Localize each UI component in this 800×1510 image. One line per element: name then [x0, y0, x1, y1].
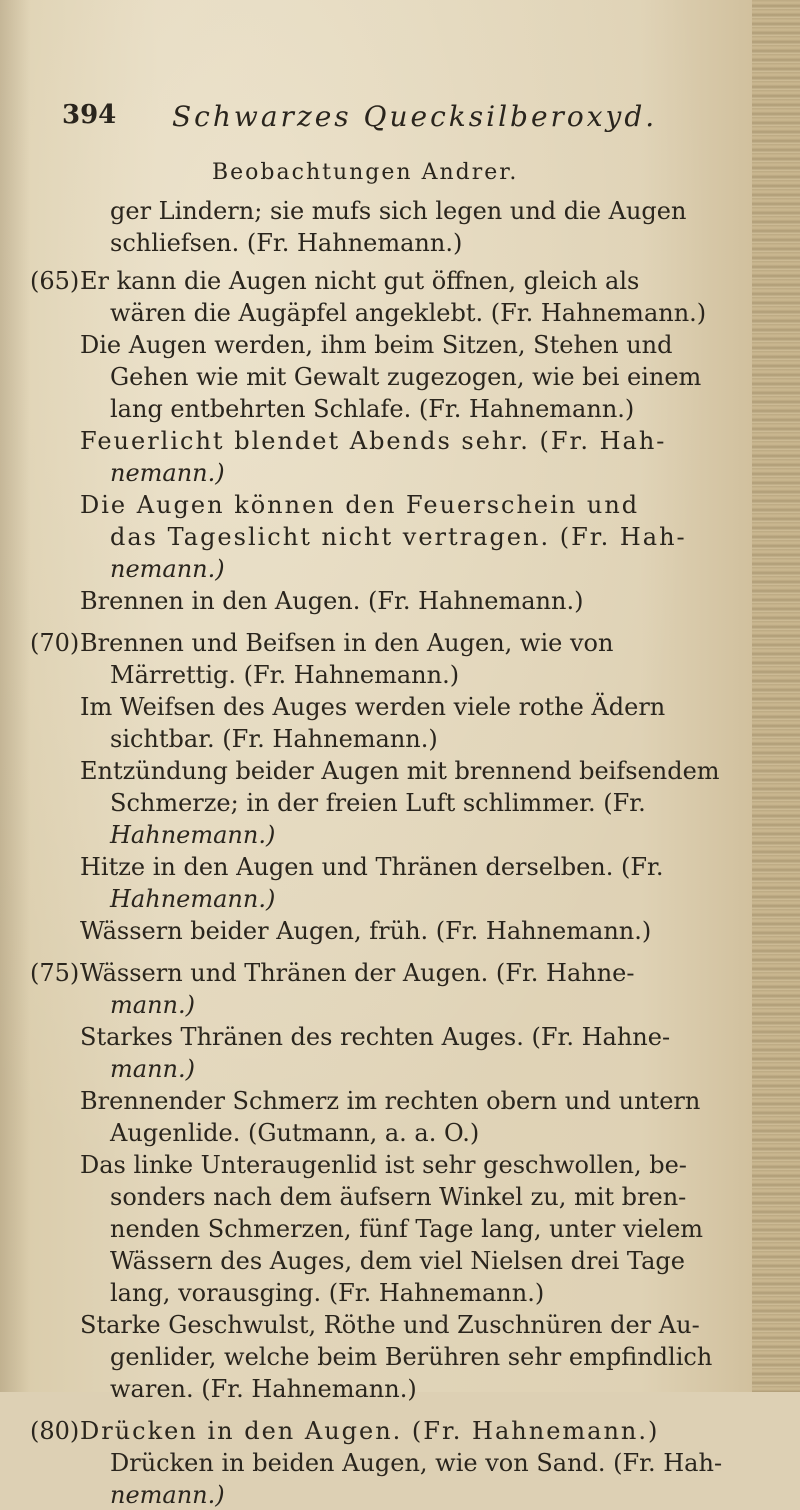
page-header-title: Schwarzes Quecksilberoxyd. [172, 100, 658, 133]
text-line: Starkes Thränen des rechten Auges. (Fr. Hahne- [80, 1023, 671, 1051]
text-line: genlider, welche beim Berühren sehr empfindlich [110, 1343, 713, 1371]
text-line: wären die Augäpfel angeklebt. (Fr. Hahnemann.) [110, 299, 707, 327]
text-line: Die Augen können den Feuerschein und [80, 491, 640, 519]
text-line: Drücken in beiden Augen, wie von Sand. (Fr. Hah- [110, 1449, 723, 1477]
entry-number: (70) [30, 629, 80, 657]
section-subheading: Beobachtungen Andrer. [212, 160, 519, 185]
text-line: waren. (Fr. Hahnemann.) [110, 1375, 417, 1403]
page-number: 394 [62, 100, 117, 130]
text-line: nemann.) [110, 555, 225, 583]
text-line: Entzündung beider Augen mit brennend beifsendem [80, 757, 720, 785]
text-line: Das linke Unteraugenlid ist sehr geschwollen, be- [80, 1151, 687, 1179]
text-line: ger Lindern; sie mufs sich legen und die Augen [110, 197, 687, 225]
text-line: Wässern beider Augen, früh. (Fr. Hahnemann.) [80, 917, 652, 945]
text-line: Gehen wie mit Gewalt zugezogen, wie bei einem [110, 363, 702, 391]
text-line: Hahnemann.) [110, 821, 276, 849]
text-line: Die Augen werden, ihm beim Sitzen, Stehen und [80, 331, 673, 359]
page-edge [752, 0, 800, 1392]
text-line: lang, vorausging. (Fr. Hahnemann.) [110, 1279, 545, 1307]
text-line: Wässern des Auges, dem viel Nielsen drei Tage [110, 1247, 685, 1275]
text-line: Hitze in den Augen und Thränen derselben. (Fr. [80, 853, 664, 881]
text-line: nemann.) [110, 1481, 225, 1509]
text-line: Starke Geschwulst, Röthe und Zuschnüren der Au- [80, 1311, 700, 1339]
text-line: das Tageslicht nicht vertragen. (Fr. Hah- [110, 523, 687, 551]
text-line: sonders nach dem äufsern Winkel zu, mit bren- [110, 1183, 687, 1211]
entry-number: (75) [30, 959, 80, 987]
text-line: Feuerlicht blendet Abends sehr. (Fr. Hah- [80, 427, 667, 455]
running-head [62, 100, 742, 140]
entry-number: (80) [30, 1417, 80, 1445]
text-line: Brennender Schmerz im rechten obern und untern [80, 1087, 701, 1115]
text-line: Wässern und Thränen der Augen. (Fr. Hahne- [80, 959, 635, 987]
entry-number: (65) [30, 267, 80, 295]
text-line: lang entbehrten Schlafe. (Fr. Hahnemann.) [110, 395, 635, 423]
text-line: mann.) [110, 991, 195, 1019]
text-line: Schmerze; in der freien Luft schlimmer. (Fr. [110, 789, 646, 817]
text-line: Brennen in den Augen. (Fr. Hahnemann.) [80, 587, 584, 615]
text-line: Er kann die Augen nicht gut öffnen, gleich als [80, 267, 640, 295]
text-line: Hahnemann.) [110, 885, 276, 913]
text-line: Augenlide. (Gutmann, a. a. O.) [110, 1119, 480, 1147]
text-line: nemann.) [110, 459, 225, 487]
text-line: schliefsen. (Fr. Hahnemann.) [110, 229, 463, 257]
page-gutter-shadow [0, 0, 30, 1392]
text-line: nenden Schmerzen, fünf Tage lang, unter vielem [110, 1215, 704, 1243]
text-line: Märrettig. (Fr. Hahnemann.) [110, 661, 460, 689]
text-line: Im Weifsen des Auges werden viele rothe Ädern [80, 693, 666, 721]
text-line: mann.) [110, 1055, 195, 1083]
text-line: sichtbar. (Fr. Hahnemann.) [110, 725, 438, 753]
text-line: Brennen und Beifsen in den Augen, wie von [80, 629, 614, 657]
text-line: Drücken in den Augen. (Fr. Hahnemann.) [80, 1417, 660, 1445]
